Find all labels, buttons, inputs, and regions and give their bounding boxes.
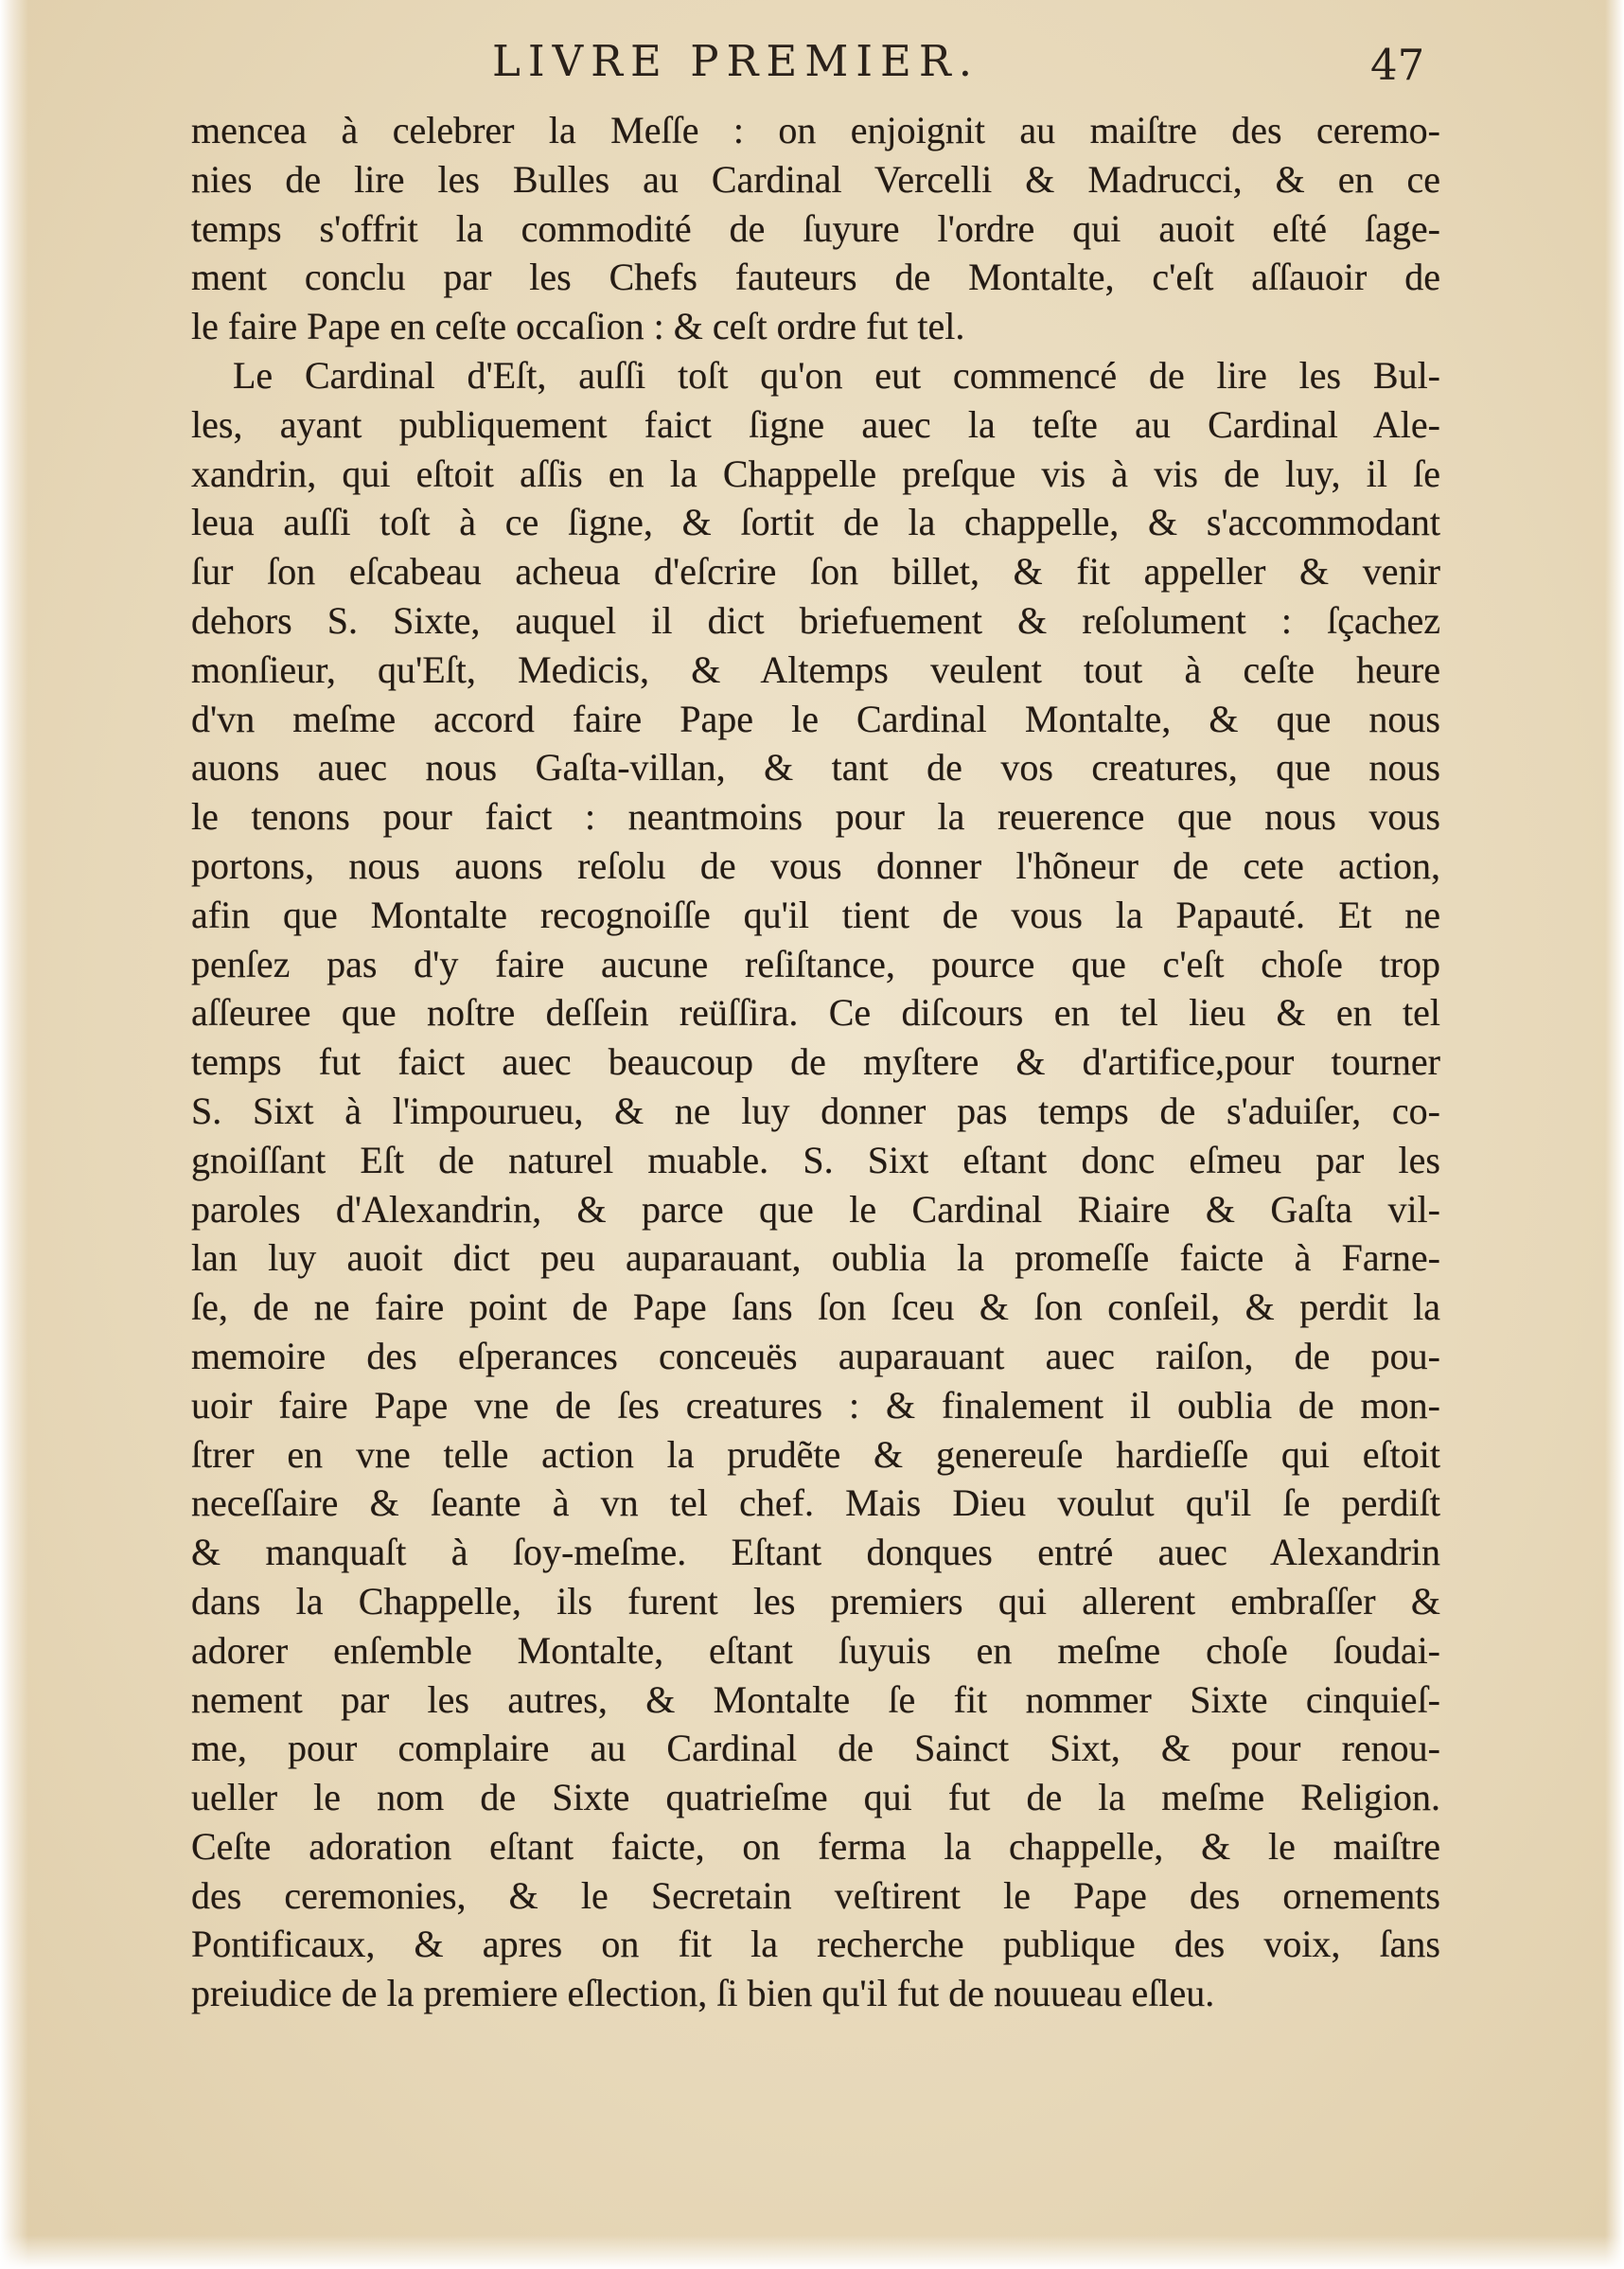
text-line: uoir faire Pape vne de ſes creatures : & finalement il oublia de mon- bbox=[191, 1383, 1440, 1427]
text-line: neceſſaire & ſeante à vn tel chef. Mais Dieu voulut qu'il ſe perdiſt bbox=[191, 1481, 1440, 1525]
text-line: le tenons pour faict : neantmoins pour la reuerence que nous vous bbox=[191, 795, 1440, 839]
text-line: le faire Pape en ceſte occaſion : & ceſt ordre fut tel. bbox=[191, 305, 965, 348]
text-line: gnoiſſant Eſt de naturel muable. S. Sixt eſtant donc eſmeu par les bbox=[191, 1138, 1440, 1181]
text-line: temps fut faict auec beaucoup de myſtere & d'artifice,pour tourner bbox=[191, 1040, 1440, 1084]
page-bottom-edge bbox=[0, 2235, 1624, 2269]
text-line: Pontificaux, & apres on fit la recherche publique des voix, ſans bbox=[191, 1923, 1440, 1966]
page-header bbox=[0, 28, 1624, 95]
text-line: S. Sixt à l'impourueu, & ne luy donner pas temps de s'aduiſer, co- bbox=[191, 1089, 1440, 1132]
page-fore-edge bbox=[1605, 0, 1624, 2269]
text-line: & manquaſt à ſoy-meſme. Eſtant donques entré auec Alexandrin bbox=[191, 1531, 1440, 1574]
page-number: 47 bbox=[1370, 40, 1425, 90]
text-line: ſtrer en vne telle action la prudẽte & genereuſe hardieſſe qui eſtoit bbox=[191, 1432, 1440, 1476]
text-line: ment conclu par les Chefs fauteurs de Montalte, c'eſt aſſauoir de bbox=[191, 256, 1440, 299]
text-line: memoire des eſperances conceuës auparauant auec raiſon, de pou- bbox=[191, 1334, 1440, 1377]
text-line: preiudice de la premiere eſlection, ſi bien qu'il fut de nouueau eſleu. bbox=[191, 1972, 1215, 2015]
page-gutter-edge bbox=[0, 0, 28, 2269]
text-line: dehors S. Sixte, auquel il dict briefuement & reſolument : ſçachez bbox=[191, 598, 1440, 642]
text-line: auons auec nous Gaſta-villan, & tant de vos creatures, que nous bbox=[191, 746, 1440, 789]
text-line: ueller le nom de Sixte quatrieſme qui fut de la meſme Religion. bbox=[191, 1776, 1440, 1819]
text-line: d'vn meſme accord faire Pape le Cardinal Montalte, & que nous bbox=[191, 697, 1440, 740]
text-line: temps s'offrit la commodité de ſuyure l'ordre qui auoit eſté ſage- bbox=[191, 206, 1440, 250]
text-line: afin que Montalte recognoiſſe qu'il tient de vous la Papauté. Et ne bbox=[191, 893, 1440, 936]
text-line: leua auſſi toſt à ce ſigne, & ſortit de la chappelle, & s'accommodant bbox=[191, 501, 1440, 544]
running-head: LIVRE PREMIER. bbox=[492, 36, 980, 86]
text-line: ſur ſon eſcabeau acheua d'eſcrire ſon billet, & fit appeller & venir bbox=[191, 550, 1440, 594]
text-line: des ceremonies, & le Secretain veſtirent le Pape des ornements bbox=[191, 1873, 1440, 1917]
text-line: Ceſte adoration eſtant faicte, on ferma la chappelle, & le maiſtre bbox=[191, 1824, 1440, 1868]
text-line: aſſeuree que noſtre deſſein reüſſira. Ce diſcours en tel lieu & en tel bbox=[191, 991, 1440, 1035]
text-line: adorer enſemble Montalte, eſtant ſuyuis en meſme choſe ſoudai- bbox=[191, 1628, 1440, 1672]
text-line: nies de lire les Bulles au Cardinal Vercelli & Madrucci, & en ce bbox=[191, 157, 1440, 201]
body-text bbox=[191, 106, 1440, 2018]
text-line: penſez pas d'y faire aucune reſiſtance, pource que c'eſt choſe trop bbox=[191, 942, 1440, 985]
text-line: dans la Chappelle, ils furent les premiers qui allerent embraſſer & bbox=[191, 1579, 1440, 1622]
text-line: lan luy auoit dict peu auparauant, oublia la promeſſe faicte à Farne- bbox=[191, 1236, 1440, 1280]
text-line: me, pour complaire au Cardinal de Sainct Sixt, & pour renou- bbox=[191, 1727, 1440, 1770]
text-line: ſe, de ne faire point de Pape ſans ſon ſceu & ſon conſeil, & perdit la bbox=[191, 1285, 1440, 1329]
text-line: portons, nous auons reſolu de vous donner l'hõneur de cete action, bbox=[191, 843, 1440, 887]
text-line: monſieur, qu'Eſt, Medicis, & Altemps veulent tout à ceſte heure bbox=[191, 647, 1440, 691]
text-line: nement par les autres, & Montalte ſe fit nommer Sixte cinquieſ- bbox=[191, 1677, 1440, 1721]
text-line: paroles d'Alexandrin, & parce que le Cardinal Riaire & Gaſta vil- bbox=[191, 1187, 1440, 1231]
text-line: mencea à celebrer la Meſſe : on enjoignit au maiſtre des ceremo- bbox=[191, 109, 1440, 151]
text-line: les, ayant publiquement faict ſigne auec la teſte au Cardinal Ale- bbox=[191, 402, 1440, 446]
text-line: Le Cardinal d'Eſt, auſſi toſt qu'on eut commencé de lire les Bul- bbox=[233, 353, 1440, 397]
text-line: xandrin, qui eſtoit aſſis en la Chappelle preſque vis à vis de luy, il ſe bbox=[191, 452, 1440, 495]
